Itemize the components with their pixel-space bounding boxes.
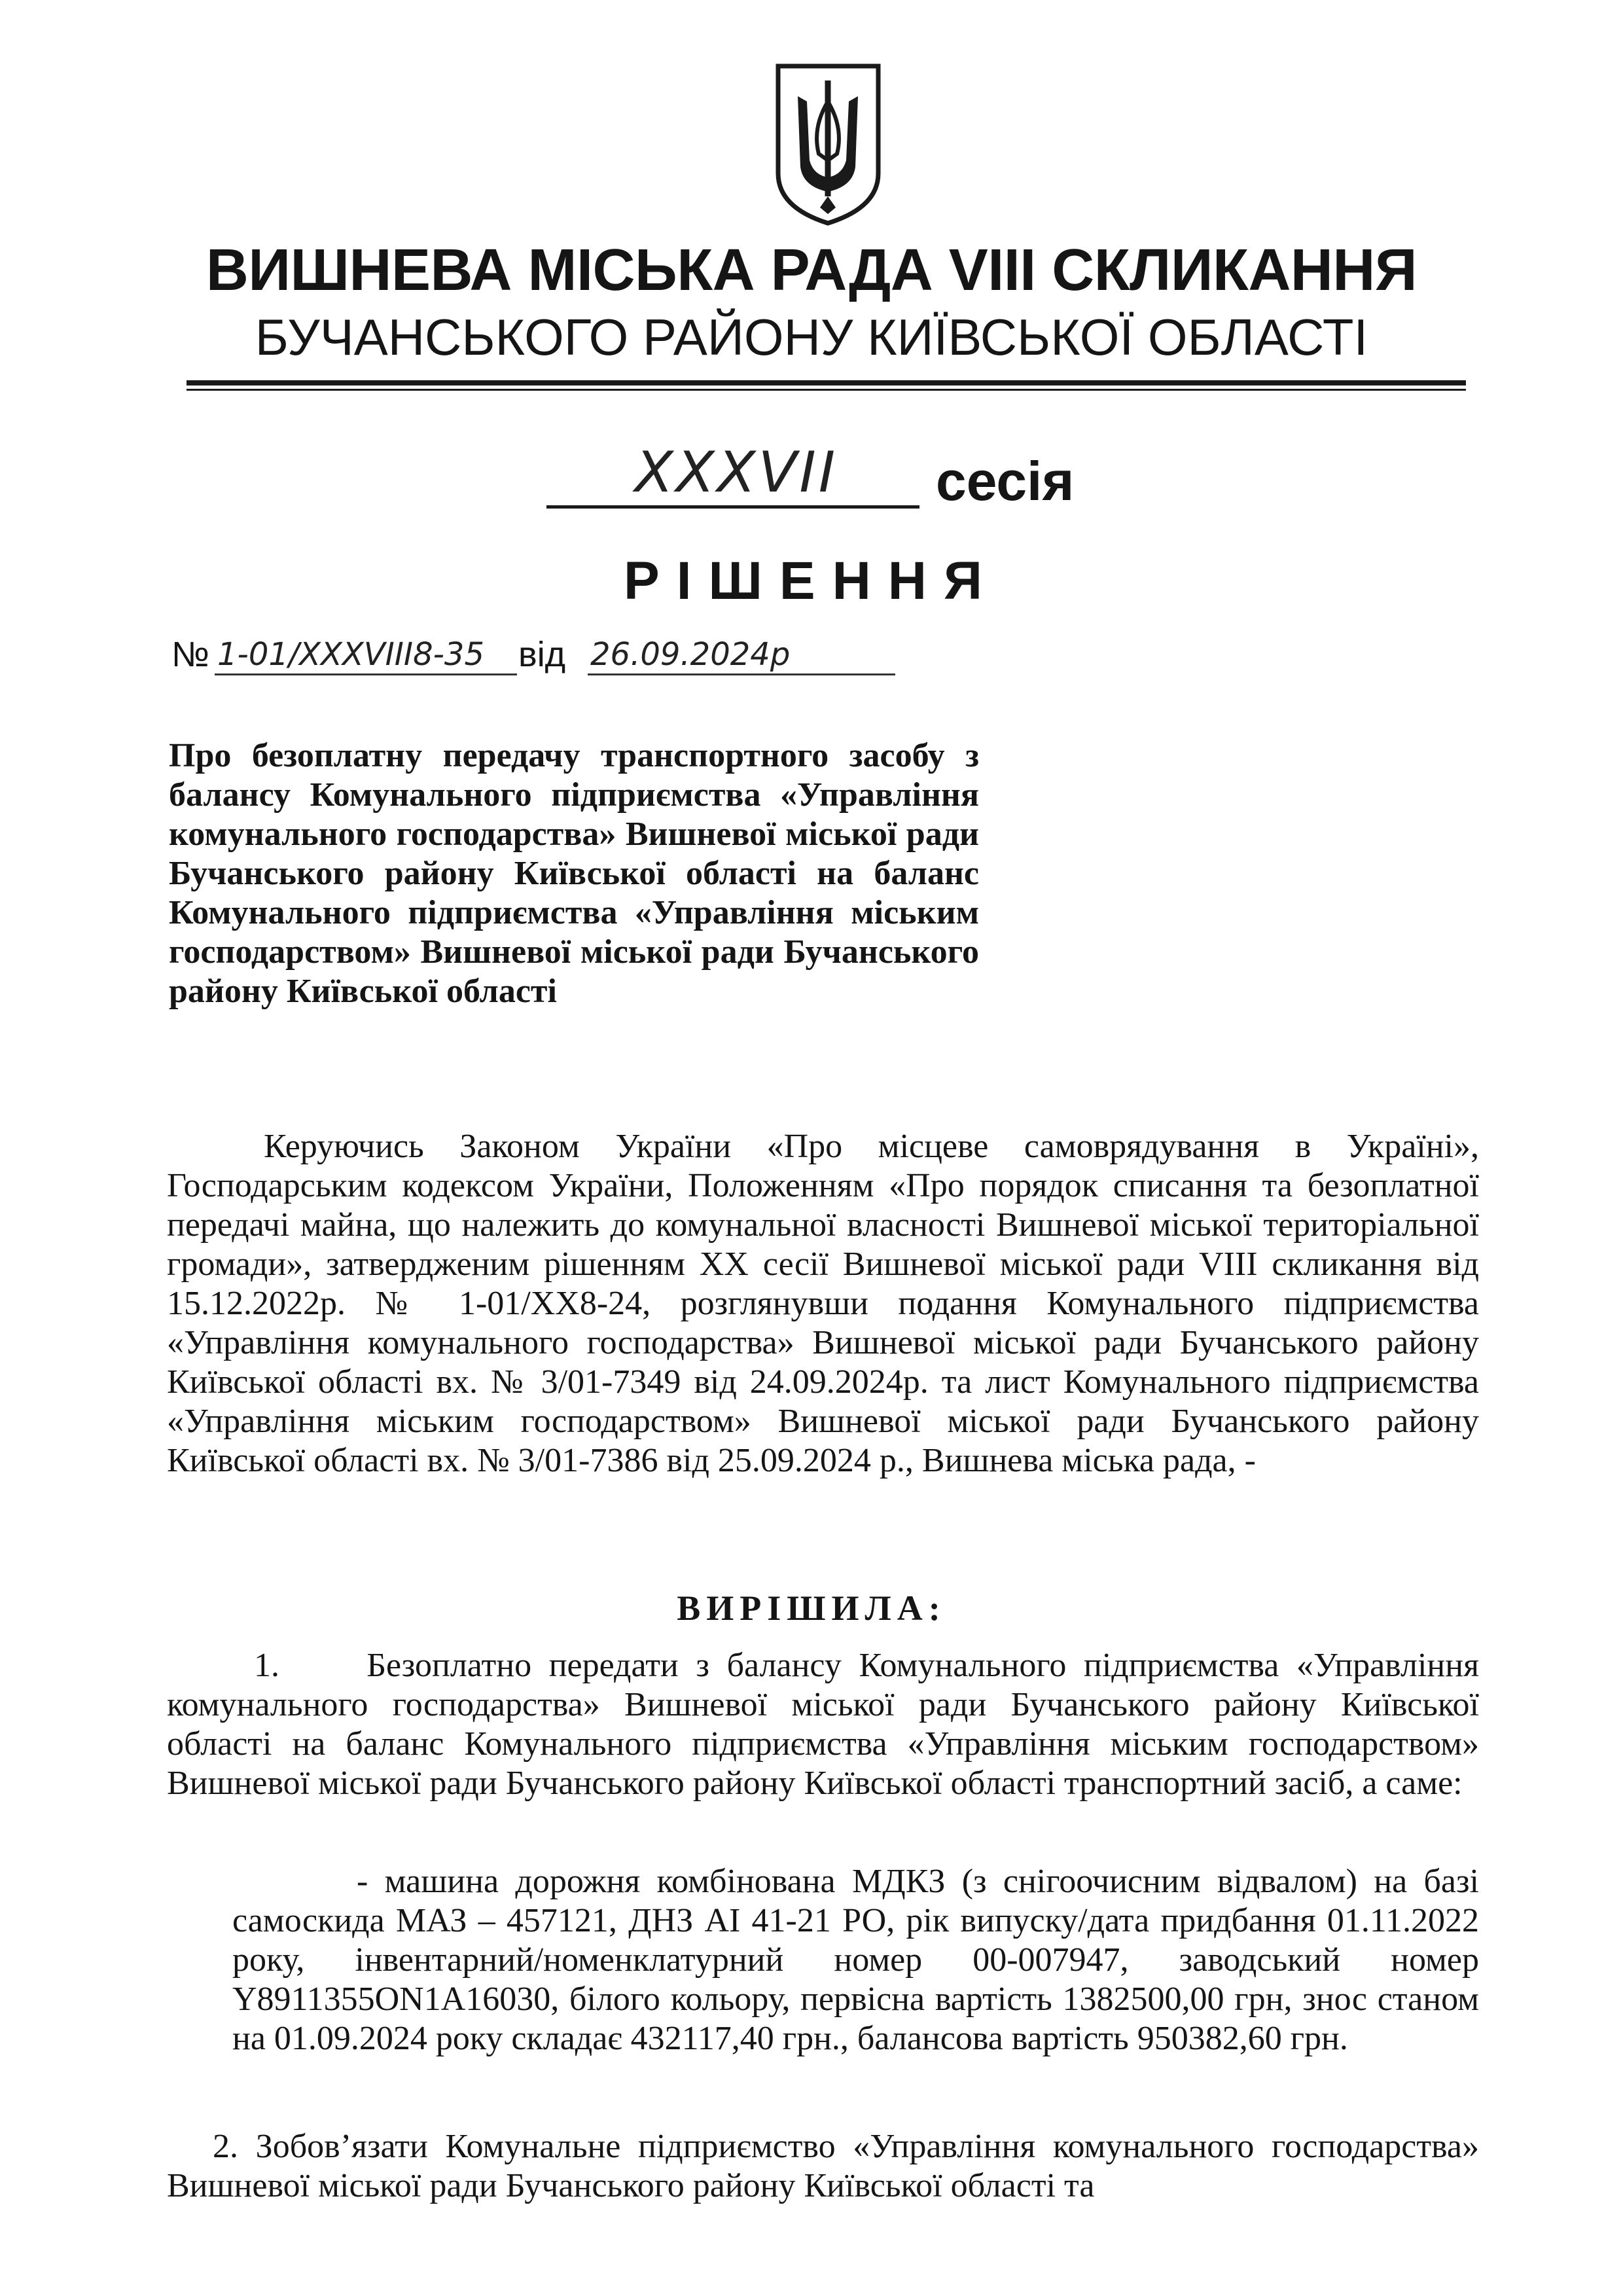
number-prefix: № (171, 635, 209, 674)
number-underline (215, 673, 517, 675)
decision-title: РІШЕННЯ (624, 551, 999, 611)
preamble-paragraph: Керуючись Законом України «Про місцеве самоврядування в Україні», Господарським кодексом України, Положенням «Про порядок списання та безоплатної передачі майна, що належить до комунальної власності Вишневої міської територіальної громади», затвердженим рішенням XX сесії Вишневої міської ради VIII скликання від 15.12.2022р. № 1-01/XX8-24, розглянувши подання Комунального підприємства «Управління комунального господарства» Вишневої міської ради Бучанського району Київської області вх. № 3/01-7349 від 24.09.2024р. та лист Комунального підприємства «Управління міським господарством» Вишневої міської ради Бучанського району Київської області вх. № 3/01-7386 від 25.09.2024 р., Вишнева міська рада, - (167, 1128, 1479, 1479)
vehicle-description-paragraph: - машина дорожня комбінована МДКЗ (з снігоочисним відвалом) на базі самоскида МАЗ – 457121, ДНЗ АІ 41-21 РО, рік випуску/дата придбання 01.11.2022 року, інвентарний/номенклатурний номер 00-007947, заводський номер Y8911355ON1A16030, білого кольору, первісна вартість 1382500,00 грн, знос станом на 01.09.2024 року складає 432117,40 грн., балансова вартість 950382,60 грн. (232, 1863, 1479, 2057)
session-number-handwritten: XXXVII (634, 440, 838, 505)
session-underline (546, 505, 919, 509)
item-1-paragraph: 1. Безоплатно передати з балансу Комунального підприємства «Управління комунального господарства» Вишневої міської ради Бучанського району Київської області на баланс Комунального підприємства «Управління міським господарством» Вишневої міської ради Бучанського району Київської області транспортний засіб, а саме: (167, 1647, 1479, 1802)
council-district: БУЧАНСЬКОГО РАЙОНУ КИЇВСЬКОЇ ОБЛАСТІ (255, 308, 1368, 366)
item-2-paragraph: 2. Зобов’язати Комунальне підприємство «Управління комунального господарства» Вишневої міської ради Бучанського району Київської області та (167, 2128, 1479, 2204)
council-name: ВИШНЕВА МІСЬКА РАДА VIII СКЛИКАННЯ (205, 238, 1418, 303)
date-prefix: від (518, 635, 566, 674)
decision-subject: Про безоплатну передачу транспортного засобу з балансу Комунального підприємства «Управління комунального господарства» Вишневої міської ради Бучанського району Київської області на баланс Комунального підприємства «Управління міським господарством» Вишневої міської ради Бучанського району Київської області (169, 737, 979, 1010)
decision-number-row (171, 625, 1022, 684)
header-rule-thin (187, 389, 1466, 391)
decision-number-handwritten: 1-01/XXXVIII8-35 (217, 636, 484, 673)
decision-date-handwritten: 26.09.2024р (590, 636, 791, 673)
coat-of-arms-icon (774, 62, 882, 226)
resolved-heading: ВИРІШИЛА: (677, 1588, 946, 1628)
header-rule-thick (187, 380, 1466, 386)
date-underline (588, 673, 895, 675)
session-label: сесія (936, 450, 1075, 512)
